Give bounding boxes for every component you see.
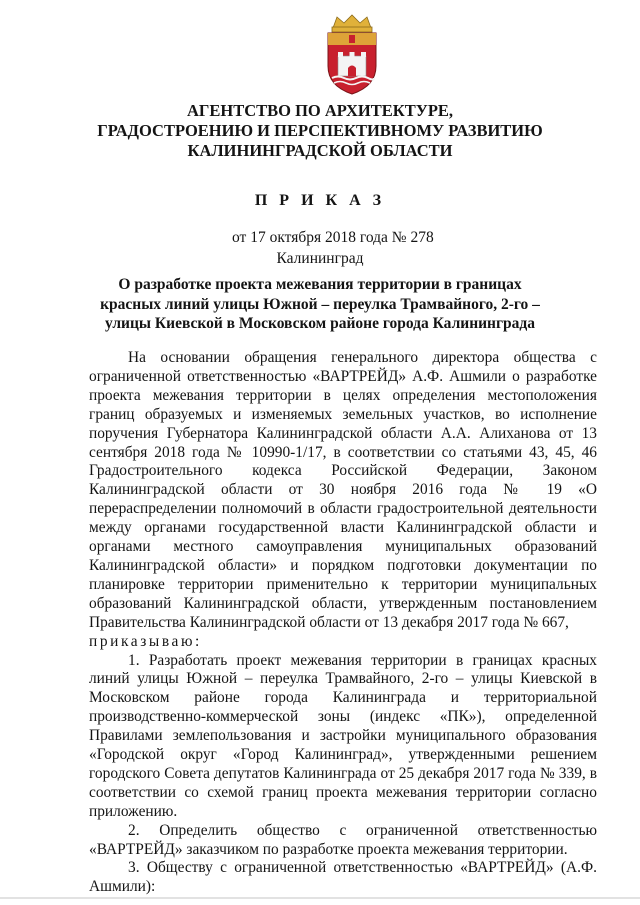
order-city: Калининград [276, 250, 364, 267]
agency-name [80, 101, 560, 161]
order-item-3: 3. Обществу с ограниченной ответственностью «ВАРТРЕЙД» (А.Ф. Ашмили): [89, 859, 597, 896]
subject-line: О разработке проекта межевания территории в границах [118, 276, 522, 293]
subject-line: улицы Киевской в Московском районе города Калининграда [105, 315, 535, 332]
agency-line: АГЕНТСТВО ПО АРХИТЕКТУРЕ, [186, 101, 454, 120]
agency-line: КАЛИНИНГРАДСКОЙ ОБЛАСТИ [187, 141, 453, 160]
scan-edge-line [0, 897, 640, 899]
order-item-2: 2. Определить общество с ограниченной ответственностью «ВАРТРЕЙД» заказчиком по разработке проекта межевания территории. [89, 821, 597, 858]
order-item-1: 1. Разработать проект межевания территории в границах красных линий улицы Южной – переулка Трамвайного, 2-го – улицы Киевской в Московском районе города Калининграда и территориальной производственно-коммерческой зоны (индекс «ПК»), определенной Правилами землепользования и застройки муниципального образования «Городской округ «Город Калининград», утвержденными решением городского Совета депутатов Калининграда от 25 декабря 2017 года № 339, в соответствии со схемой границ проекта межевания территории согласно приложению. [89, 651, 597, 820]
order-word: приказываю: [89, 632, 202, 650]
subject-line: красных линий улицы Южной – переулка Трамвайного, 2-го – [100, 295, 540, 313]
agency-line: ГРАДОСТРОЕНИЮ И ПЕРСПЕКТИВНОМУ РАЗВИТИЮ [97, 121, 543, 140]
order-title: П Р И К А З [254, 192, 386, 209]
order-subject [80, 275, 560, 334]
kaliningrad-coat-of-arms-icon [319, 14, 385, 96]
order-body [89, 349, 597, 897]
order-date: от 17 октября 2018 года № 278 [232, 229, 434, 246]
preamble-paragraph: На основании обращения генерального директора общества с ограниченной ответственностью «ВАРТРЕЙД» А.Ф. Ашмили о разработке проекта межевания территории в целях определения местоположения границ образуемых и изменяемых земельных участков, во исполнение поручения Губернатора Калининградской области А.А. Алиханова от 13 сентября 2018 года № 10990-1/17, в соответствии со статьями 43, 45, 46 Градостроительного кодекса Российской Федерации, Законом Калининградской области от 30 ноября 2016 года № 19 «О перераспределении полномочий в области градостроительной деятельности между органами государственной власти Калининградской области и органами местного самоуправления муниципальных образований Калининградской области» и порядком подготовки документации по планировке территории применительно к территории муниципальных образований Калининградской области, утвержденным постановлением Правительства Калининградской области от 13 декабря 2017 года № 667, [89, 349, 597, 631]
